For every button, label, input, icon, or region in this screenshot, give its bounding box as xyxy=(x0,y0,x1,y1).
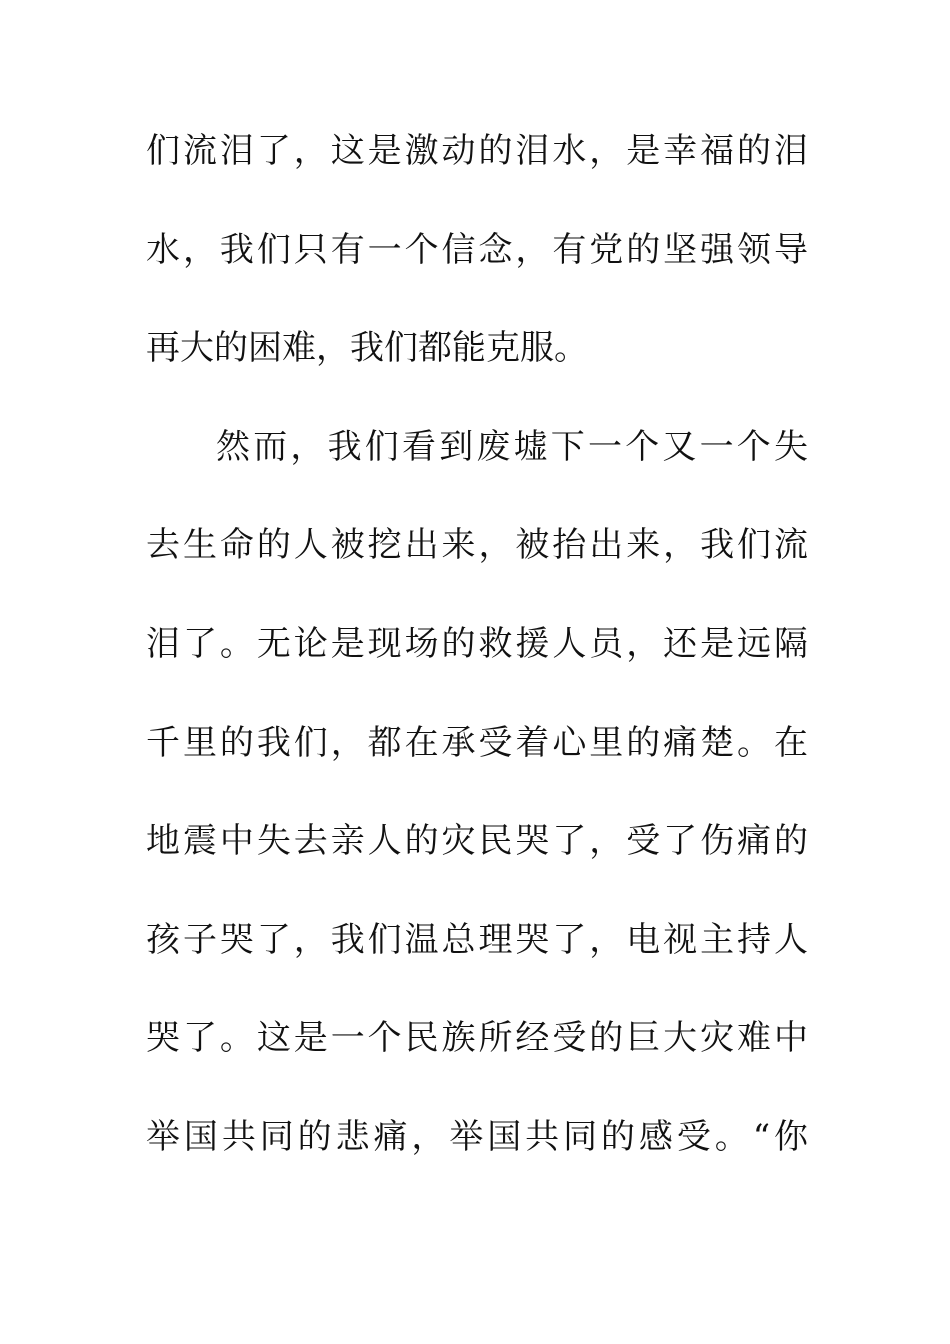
text-line-10: 哭了。这是一个民族所经受的巨大灾难中 xyxy=(146,1018,808,1059)
text-line-4: 然而，我们看到废墟下一个又一个失 xyxy=(216,426,808,467)
text-line-9: 孩子哭了，我们温总理哭了，电视主持人 xyxy=(146,919,808,960)
text-line-8: 地震中失去亲人的灾民哭了，受了伤痛的 xyxy=(146,821,808,862)
text-line-6: 泪了。无论是现场的救援人员，还是远隔 xyxy=(146,623,808,664)
text-line-5: 去生命的人被挖出来，被抬出来，我们流 xyxy=(146,525,808,566)
text-line-2: 水，我们只有一个信念，有党的坚强领导 xyxy=(146,229,808,270)
text-line-1: 们流泪了，这是激动的泪水，是幸福的泪 xyxy=(146,131,808,171)
text-line-3: 再大的困难，我们都能克服。 xyxy=(146,328,588,369)
text-line-7: 千里的我们，都在承受着心里的痛楚。在 xyxy=(146,722,808,763)
text-line-11: 举国共同的悲痛，举国共同的感受。“你 xyxy=(146,1116,808,1157)
body-text xyxy=(146,124,808,1209)
